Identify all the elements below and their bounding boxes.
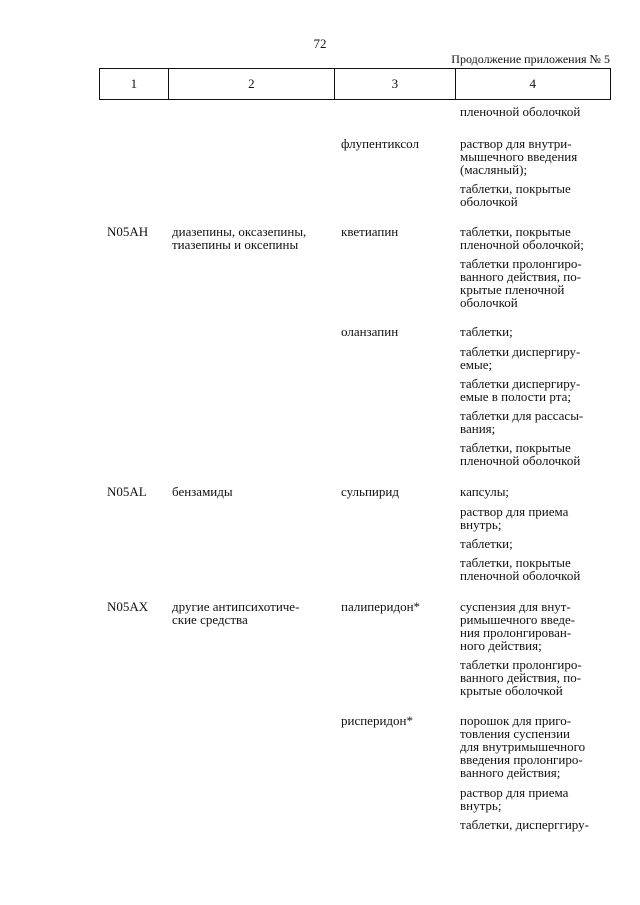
drug-name: сульпирид [341,484,399,499]
dosage-form: таблетки пролонгиро- ванного действия, по- крытые пленочной оболочкой [460,256,582,310]
dosage-form: раствор для приема внутрь; [460,785,569,813]
dosage-form: таблетки, покрытые оболочкой [460,181,571,209]
atc-code: N05AX [107,599,149,614]
dosage-form: капсулы; [460,484,510,499]
header-col-2: 2 [169,69,335,99]
atc-code: N05AL [107,484,147,499]
drug-name: палиперидон* [341,599,421,614]
atc-group: другие антипсихотиче- ские средства [172,599,300,627]
header-col-1: 1 [100,69,169,99]
dosage-form: суспензия для внут- римышечного введе- ния пролонгирован- ного действия; [460,599,576,653]
dosage-form: пленочной оболочкой [460,104,581,119]
atc-group: бензамиды [172,484,233,499]
dosage-form: раствор для приема внутрь; [460,504,569,532]
dosage-form: таблетки для рассасы- вания; [460,408,584,436]
drug-name: оланзапин [341,324,399,339]
atc-group: диазепины, оксазепины, тиазепины и оксепины [172,224,307,252]
drug-name: рисперидон* [341,713,413,728]
dosage-form: таблетки пролонгиро- ванного действия, по- крытые оболочкой [460,657,582,698]
dosage-form: таблетки, покрытые пленочной оболочкой [460,555,581,583]
dosage-form: порошок для приго- товления суспензии для внутримышечного введения пролонгиро- ванного действия; [460,713,586,780]
dosage-form: таблетки диспергиру- емые в полости рта; [460,376,581,404]
dosage-form: таблетки, дисперггиру- [460,817,589,832]
dosage-form: раствор для внутри- мышечного введения (масляный); [460,136,578,177]
dosage-form: таблетки, покрытые пленочной оболочкой; [460,224,584,252]
dosage-form: таблетки; [460,536,513,551]
header-col-4: 4 [529,76,537,91]
atc-code: N05AH [107,224,149,239]
continuation-note: Продолжение приложения № 5 [451,52,610,66]
dosage-form: таблетки диспергиру- емые; [460,344,581,372]
page-number: 72 [313,36,327,51]
dosage-form: таблетки, покрытые пленочной оболочкой [460,440,581,468]
table-header [99,68,611,100]
drug-name: кветиапин [341,224,399,239]
dosage-form: таблетки; [460,324,513,339]
drug-name: флупентиксол [341,136,419,151]
header-col-3: 3 [335,69,456,99]
